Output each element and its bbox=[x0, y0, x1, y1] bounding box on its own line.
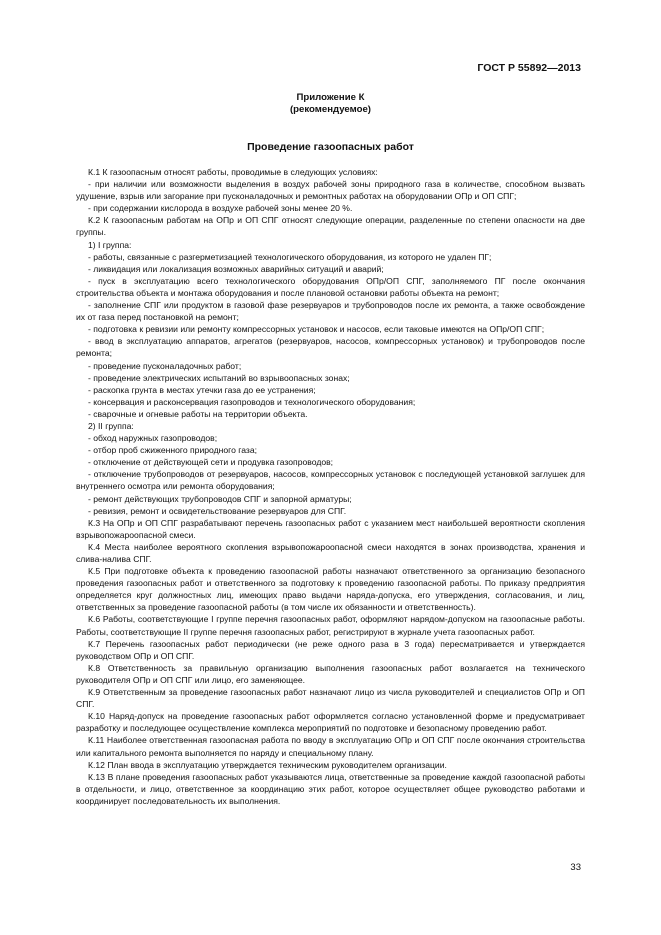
paragraph: - пуск в эксплуатацию всего технологического оборудования ОПр/ОП СПГ, заполняемого ПГ после окончания строительства объекта и монтажа оборудования и после плановой остановки работы объекта на ремонт; bbox=[76, 275, 585, 298]
paragraph: - ввод в эксплуатацию аппаратов, агрегатов (резервуаров, насосов, компрессорных установок) и трубопроводов после ремонта; bbox=[76, 336, 585, 359]
paragraph: 1) I группа: bbox=[88, 239, 132, 250]
paragraph: 2) II группа: bbox=[88, 420, 134, 431]
paragraph: К.13 В плане проведения газоопасных работ указываются лица, ответственные за проведение каждой газоопасной работы в отдельности, и лицо, ответственное за координацию этих работ, которое осуществляет общее руководство работами и координирует последовательность их выполнения. bbox=[76, 771, 585, 806]
paragraph: К.2 К газоопасным работам на ОПр и ОП СПГ относят следующие операции, разделенные по степени опасности на две группы. bbox=[76, 215, 585, 238]
paragraph: К.4 Места наиболее вероятного скопления взрывопожароопасной смеси находятся в зонах производства, хранения и слива-налива СПГ. bbox=[76, 541, 585, 564]
annex-heading bbox=[0, 92, 661, 116]
section-title: Проведение газоопасных работ bbox=[247, 141, 414, 153]
paragraph: - проведение пусконаладочных работ; bbox=[88, 360, 242, 371]
paragraph: К.12 План ввода в эксплуатацию утверждается техническим руководителем организации. bbox=[88, 759, 447, 770]
paragraph: - при наличии или возможности выделения в воздух рабочей зоны природного газа в количестве, способном вызвать удушение, взрыв или загорание при пусконаладочных и ремонтных работах на оборудовании ОПр и ОП СПГ; bbox=[76, 179, 585, 202]
annex-title: Приложение К bbox=[296, 92, 365, 103]
paragraph: - ревизия, ремонт и освидетельствование резервуаров для СПГ. bbox=[88, 505, 347, 516]
paragraph: - ремонт действующих трубопроводов СПГ и запорной арматуры; bbox=[88, 493, 352, 504]
page-number: 33 bbox=[570, 862, 581, 873]
paragraph: К.9 Ответственным за проведение газоопасных работ назначают лицо из числа руководителей и специалистов ОПр и ОП СПГ. bbox=[76, 687, 585, 710]
paragraph: - раскопка грунта в местах утечки газа до ее устранения; bbox=[88, 384, 316, 395]
paragraph: - отключение от действующей сети и продувка газопроводов; bbox=[88, 457, 334, 468]
paragraph: - при содержании кислорода в воздухе рабочей зоны менее 20 %. bbox=[88, 203, 353, 214]
paragraph: К.6 Работы, соответствующие I группе перечня газоопасных работ, оформляют нарядом-допуском на газоопасные работы. Работы, соответствующие II группе перечня газоопасных работ, регистрируют в журнале учета газоопасных работ. bbox=[76, 614, 585, 637]
paragraph: - подготовка к ревизии или ремонту компрессорных установок и насосов, если таковые имеются на ОПр/ОП СПГ; bbox=[88, 324, 545, 335]
paragraph: К.1 К газоопасным относят работы, проводимые в следующих условиях: bbox=[88, 167, 378, 177]
paragraph: - обход наружных газопроводов; bbox=[88, 433, 218, 444]
paragraph: К.10 Наряд-допуск на проведение газоопасных работ оформляется согласно установленной форме и предусматривает разработку и последующее осуществление комплекса мероприятий по подготовке и безопасному проведению работ. bbox=[76, 711, 585, 734]
document-code: ГОСТ Р 55892—2013 bbox=[477, 62, 581, 74]
paragraph: К.11 Наиболее ответственная газоопасная работа по вводу в эксплуатацию ОПр и ОП СПГ после окончания строительства или капитального ремонта выполняется по наряду и специальному плану. bbox=[76, 735, 585, 758]
paragraph: - заполнение СПГ или продуктом в газовой фазе резервуаров и трубопроводов после их ремонта, а также освобождение их от газа перед постановкой на ремонт; bbox=[76, 300, 585, 323]
paragraph: - проведение электрических испытаний во взрывоопасных зонах; bbox=[88, 372, 350, 383]
body-text bbox=[76, 166, 585, 807]
paragraph: К.7 Перечень газоопасных работ периодически (не реже одного раза в 3 года) пересматривается и утверждается руководством ОПр и ОП СПГ. bbox=[76, 638, 585, 661]
paragraph: К.3 На ОПр и ОП СПГ разрабатывают перечень газоопасных работ с указанием мест наибольшей вероятности скопления взрывопожароопасной смеси. bbox=[76, 517, 585, 540]
paragraph: К.8 Ответственность за правильную организацию выполнения газоопасных работ возлагается на технического руководителя ОПр и ОП СПГ или лицо, его заменяющее. bbox=[76, 662, 585, 685]
paragraph: - сварочные и огневые работы на территории объекта. bbox=[88, 408, 308, 419]
annex-status: (рекомендуемое) bbox=[289, 104, 371, 115]
paragraph: - отбор проб сжиженного природного газа; bbox=[88, 445, 258, 456]
paragraph: - отключение трубопроводов от резервуаров, насосов, компрессорных установок с последующей установкой заглушек для внутреннего осмотра или ремонта оборудования; bbox=[76, 469, 585, 492]
paragraph: - работы, связанные с разгерметизацией технологического оборудования, из которого не удален ПГ; bbox=[88, 251, 492, 262]
paragraph: К.5 При подготовке объекта к проведению газоопасной работы назначают ответственного за организацию безопасного проведения газоопасных работ и ответственного за подготовку к проведению газоопасной работы. По приказу предприятия определяется круг должностных лиц, имеющих право выдачи наряда-допуска, его утверждения, согласования, и лиц, ответственных за проведение газоопасной работы (в том числе их обязанности и ответственность). bbox=[76, 566, 585, 613]
paragraph: - ликвидация или локализация возможных аварийных ситуаций и аварий; bbox=[88, 263, 384, 274]
paragraph: - консервация и расконсервация газопроводов и технологического оборудования; bbox=[88, 396, 416, 407]
